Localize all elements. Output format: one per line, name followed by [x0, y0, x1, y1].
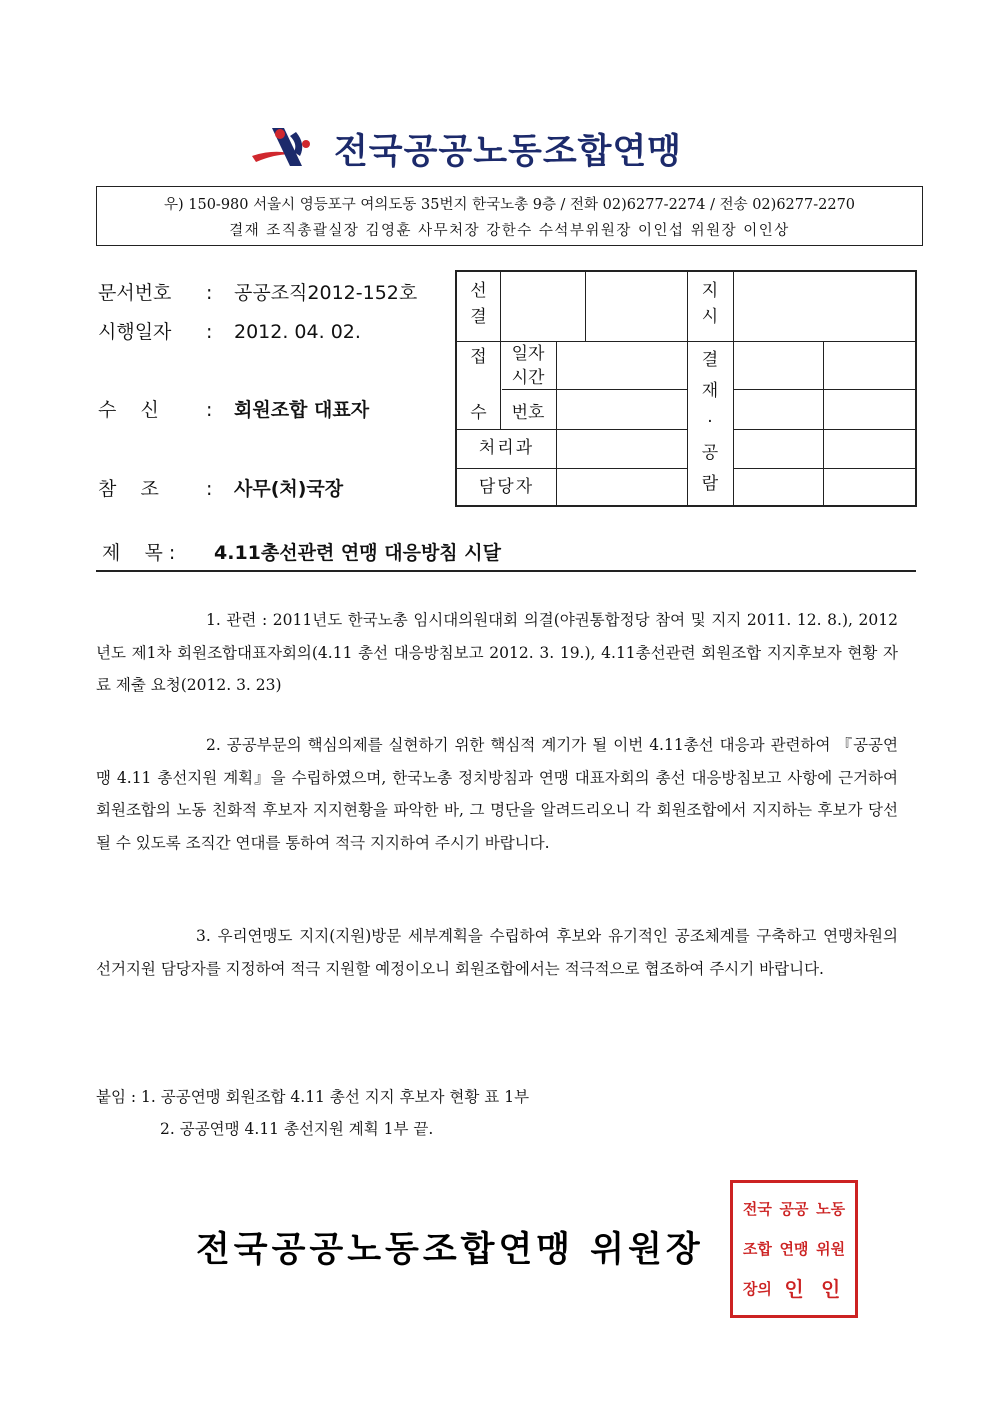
- federation-emblem-icon: [250, 122, 330, 172]
- colon: :: [206, 399, 213, 421]
- approval-line: 결재 조직총괄실장 김영훈 사무처장 강한수 수석부위원장 이인섭 위원장 이인상: [229, 223, 790, 239]
- jeop-su-top-label: 접: [470, 347, 487, 367]
- approval-table: [455, 270, 917, 507]
- seal-characters: [739, 1189, 849, 1309]
- paragraph-2: 2. 공공부문의 핵심의제를 실현하기 위한 핵심적 계기가 될 이번 4.11총선 대응과 관련하여 『공공연맹 4.11 총선지원 계획』을 수립하였으며, 한국노총 정치방침과 연맹 대표자회의 총선 대응방침보고 사항에 근거하여 회원조합의 노동 친화적 후보자 지지현황을 파악한 바, 그 명단을 알려드리오니 각 회원조합에서 지지하는 후보가 당선될 수 있도록 조직간 연대를 통하여 적극 지지하여 주시기 바랍니다.: [96, 736, 898, 852]
- doc-number-label: 문서번호: [98, 282, 172, 304]
- seal-glyph: 전국: [742, 1199, 772, 1218]
- gyeoljae-label: 결 재 · 공 람: [701, 350, 719, 494]
- seal-glyph: 장의: [742, 1279, 772, 1298]
- attachment-1: [96, 1082, 529, 1112]
- official-seal: [730, 1180, 858, 1318]
- subject-title: 4.11총선관련 연맹 대응방침 시달: [214, 542, 501, 564]
- address-box: [96, 186, 923, 246]
- reference-value: 사무(처)국장: [234, 478, 344, 500]
- attachment-item-2: 2. 공공연맹 4.11 총선지원 계획 1부 끝.: [160, 1120, 434, 1138]
- recipient-value: 회원조합 대표자: [234, 399, 370, 421]
- doc-number-value: 공공조직2012-152호: [234, 282, 418, 304]
- date-value: 2012. 04. 02.: [234, 321, 361, 343]
- seal-glyph: 공공: [779, 1199, 809, 1218]
- date-row: [98, 317, 361, 344]
- subject-row: [96, 538, 916, 572]
- jeop-su-bottom-label: 수: [470, 403, 487, 423]
- date-label: 시행일자: [98, 321, 172, 343]
- address-line: 우) 150-980 서울시 영등포구 여의도동 35번지 한국노총 9층 / 전화 02)6277-2274 / 전송 02)6277-2270: [163, 197, 856, 213]
- number-label: 번호: [511, 403, 545, 423]
- org-name-heading: 전국공공노동조합연맹: [334, 132, 683, 172]
- seal-glyph: 조합: [742, 1239, 772, 1258]
- signature-line: 전국공공노동조합연맹 위원장: [196, 1230, 704, 1270]
- letterhead-logo: [250, 120, 740, 180]
- paragraph-1: 1. 관련 : 2011년도 한국노총 임시대의원대회 의결(야권통합정당 참여 및 지지 2011. 12. 8.), 2012년도 제1차 회원조합대표자회의(4.11 총선 대응방침보고 2012. 3. 19.), 4.11총선관련 회원조합 지지후보자 현황 자료 제출 요청(2012. 3. 23): [96, 611, 898, 694]
- doc-number-row: [98, 278, 417, 305]
- seal-glyph: 인: [784, 1277, 804, 1301]
- ji-si-label: 지 시: [701, 281, 719, 327]
- reference-row: [98, 474, 343, 501]
- paragraph-3: 3. 우리연맹도 지지(지원)방문 세부계획을 수립하여 후보와 유기적인 공조체계를 구축하고 연맹차원의 선거지원 담당자를 지정하여 적극 지원할 예정이오니 회원조합에서는 적극적으로 협조하여 주시기 바랍니다.: [96, 927, 898, 978]
- recipient-label: 수 신: [98, 399, 159, 421]
- attachment-item-1: 1. 공공연맹 회원조합 4.11 총선 지지 후보자 현황 표 1부: [141, 1088, 530, 1106]
- attachment-label: 붙임 :: [96, 1088, 137, 1106]
- seal-glyph: 연맹: [779, 1239, 809, 1258]
- date-time-label: 일자 시간: [511, 344, 545, 388]
- colon: :: [206, 282, 213, 304]
- colon: :: [206, 478, 213, 500]
- recipient-row: [98, 395, 369, 422]
- colon: :: [206, 321, 213, 343]
- seal-glyph: 노동: [816, 1199, 846, 1218]
- reference-label: 참 조: [98, 478, 159, 500]
- seal-glyph: 인: [821, 1277, 841, 1301]
- seal-glyph: 위원: [816, 1239, 846, 1258]
- seon-gyeol-label: 선 결: [470, 281, 487, 327]
- subject-label: 제 목 :: [102, 542, 176, 564]
- person-label: 담당자: [478, 477, 535, 497]
- dept-label: 처리과: [478, 438, 535, 458]
